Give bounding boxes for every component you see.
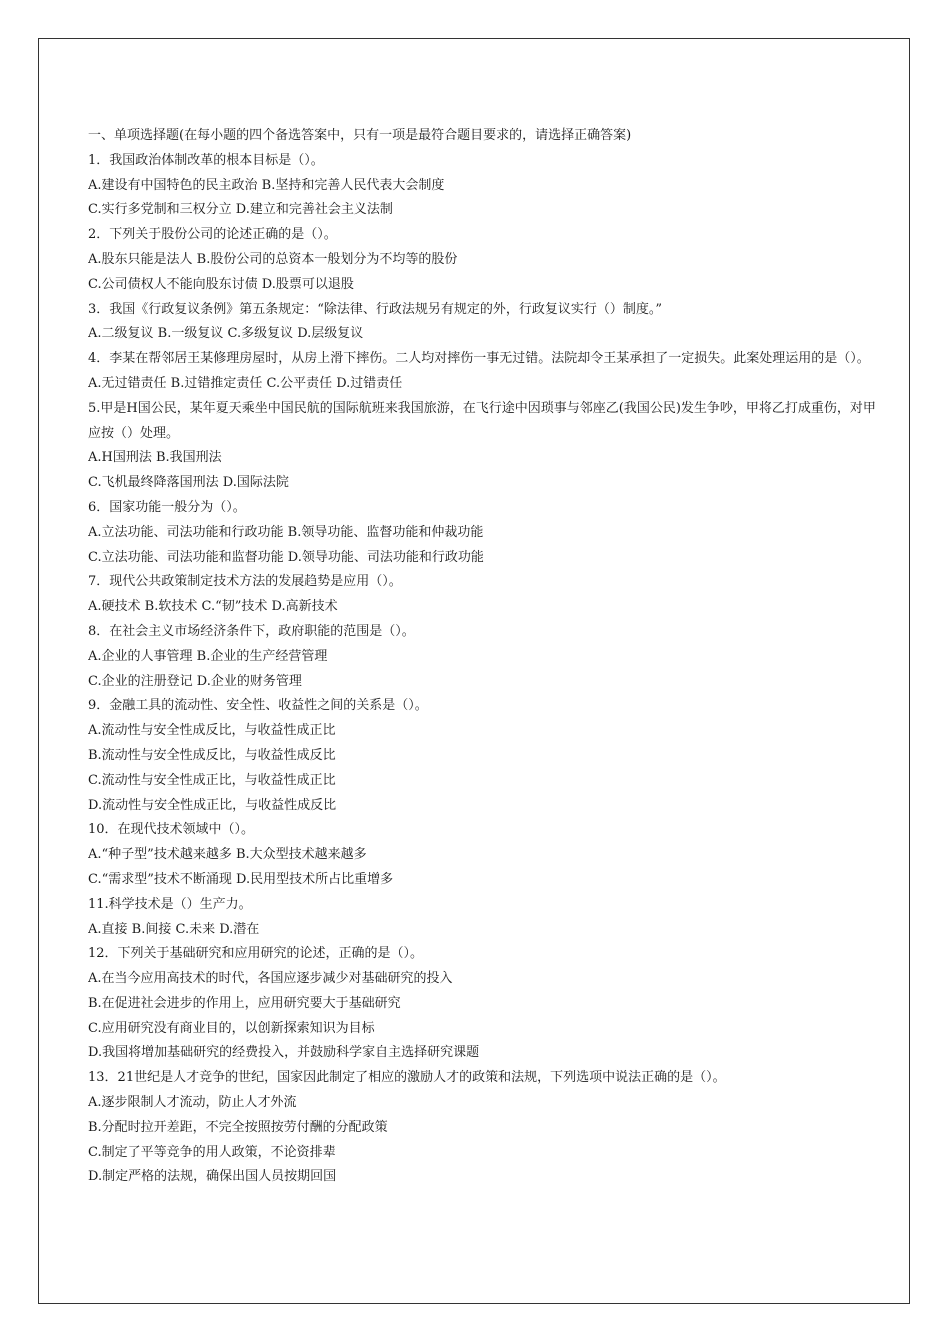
question-5 [88, 397, 878, 496]
section-heading: 一、单项选择题(在每小题的四个备选答案中，只有一项是最符合题目要求的，请选择正确答案) [88, 128, 632, 143]
question-stem: 4．李某在帮邻居王某修理房屋时，从房上滑下摔伤。二人均对摔伤一事无过错。法院却令王某承担了一定损失。此案处理运用的是（）。 [88, 351, 870, 367]
question-8 [88, 620, 878, 694]
question-4 [88, 347, 878, 397]
question-stem: 1．我国政治体制改革的根本目标是（）。 [88, 152, 324, 168]
question-options: A.硬技术 B.软技术 C.“韧”技术 D.高新技术 [88, 599, 338, 615]
question-options: B.分配时拉开差距，不完全按照按劳付酬的分配政策 [88, 1119, 388, 1135]
question-options: A.立法功能、司法功能和行政功能 B.领导功能、监督功能和仲裁功能 [88, 524, 484, 540]
question-2 [88, 223, 878, 297]
question-stem: 7．现代公共政策制定技术方法的发展趋势是应用（）。 [88, 574, 402, 590]
question-options: A.企业的人事管理 B.企业的生产经营管理 [88, 648, 328, 664]
question-7 [88, 570, 878, 620]
question-stem: 12．下列关于基础研究和应用研究的论述，正确的是（）。 [88, 946, 424, 962]
question-11 [88, 893, 878, 943]
question-3 [88, 298, 878, 348]
question-stem: 6．国家功能一般分为（）。 [88, 499, 246, 515]
question-10 [88, 818, 878, 892]
question-options: A.逐步限制人才流动，防止人才外流 [88, 1095, 297, 1111]
question-options: A.“种子型”技术越来越多 B.大众型技术越来越多 [88, 847, 367, 863]
question-options: B.在促进社会进步的作用上，应用研究要大于基础研究 [88, 995, 401, 1011]
question-options: A.股东只能是法人 B.股份公司的总资本一般划分为不均等的股份 [88, 251, 458, 267]
question-options: C.应用研究没有商业目的，以创新探索知识为目标 [88, 1020, 375, 1036]
question-options: D.流动性与安全性成正比，与收益性成反比 [88, 797, 337, 813]
question-options: C.流动性与安全性成正比，与收益性成正比 [88, 772, 336, 788]
question-options: B.流动性与安全性成反比，与收益性成反比 [88, 747, 336, 763]
question-stem: 9．金融工具的流动性、安全性、收益性之间的关系是（）。 [88, 698, 428, 714]
question-stem: 11.科学技术是（）生产力。 [88, 896, 252, 912]
question-options: A.二级复议 B.一级复议 C.多级复议 D.层级复议 [88, 326, 364, 342]
question-stem: 3．我国《行政复议条例》第五条规定：“除法律、行政法规另有规定的外，行政复议实行（）制度。” [88, 301, 663, 317]
question-options: A.建设有中国特色的民主政治 B.坚持和完善人民代表大会制度 [88, 177, 445, 193]
question-stem: 5.甲是H国公民，某年夏天乘坐中国民航的国际航班来我国旅游，在飞行途中因琐事与邻座乙(我国公民)发生争吵，甲将乙打成重伤，对甲应按（）处理。 [88, 400, 876, 441]
question-options: C.立法功能、司法功能和监督功能 D.领导功能、司法功能和行政功能 [88, 549, 484, 565]
question-options: A.在当今应用高技术的时代，各国应逐步减少对基础研究的投入 [88, 971, 453, 987]
question-options: C.公司债权人不能向股东讨债 D.股票可以退股 [88, 276, 354, 292]
question-options: D.我国将增加基础研究的经费投入，并鼓励科学家自主选择研究课题 [88, 1045, 480, 1061]
question-options: C.企业的注册登记 D.企业的财务管理 [88, 673, 302, 689]
question-12 [88, 942, 878, 1066]
question-options: A.直接 B.间接 C.未来 D.潜在 [88, 921, 260, 937]
question-stem: 8．在社会主义市场经济条件下，政府职能的范围是（）。 [88, 623, 415, 639]
question-stem: 2．下列关于股份公司的论述正确的是（）。 [88, 227, 337, 243]
question-options: C.实行多党制和三权分立 D.建立和完善社会主义法制 [88, 202, 393, 218]
question-options: A.H国刑法 B.我国刑法 [88, 450, 222, 466]
question-options: C.飞机最终降落国刑法 D.国际法院 [88, 475, 289, 491]
question-1 [88, 149, 878, 223]
question-stem: 10．在现代技术领域中（）。 [88, 822, 255, 838]
question-options: A.流动性与安全性成反比，与收益性成正比 [88, 723, 336, 739]
document-body [88, 124, 878, 1190]
question-stem: 13．21世纪是人才竞争的世纪，国家因此制定了相应的激励人才的政策和法规，下列选项中说法正确的是（）。 [88, 1070, 726, 1086]
question-options: A.无过错责任 B.过错推定责任 C.公平责任 D.过错责任 [88, 375, 403, 391]
question-options: C.“需求型”技术不断涌现 D.民用型技术所占比重增多 [88, 871, 394, 887]
question-9 [88, 694, 878, 818]
question-6 [88, 496, 878, 570]
question-options: D.制定严格的法规，确保出国人员按期回国 [88, 1169, 337, 1185]
question-13 [88, 1066, 878, 1190]
question-options: C.制定了平等竞争的用人政策，不论资排辈 [88, 1144, 336, 1160]
